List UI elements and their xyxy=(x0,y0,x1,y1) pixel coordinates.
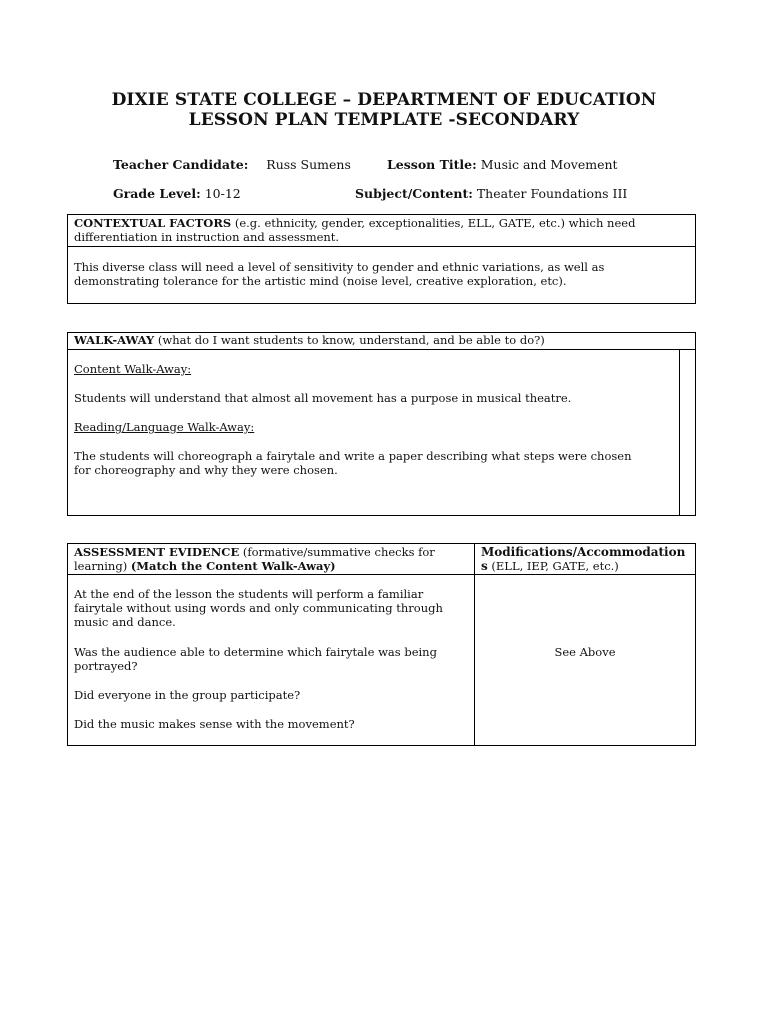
content-walkaway-label xyxy=(74,362,674,376)
subject-content-row xyxy=(355,186,627,201)
walkaway-box xyxy=(67,332,696,516)
assessment-item: Did the music makes sense with the movement? xyxy=(74,717,355,731)
grade-level-label: Grade Level: xyxy=(113,186,201,201)
modifications-heading xyxy=(481,545,691,573)
assessment-heading-bold: ASSESSMENT EVIDENCE xyxy=(74,545,240,559)
teacher-candidate-label: Teacher Candidate: xyxy=(113,157,249,172)
teacher-candidate-row xyxy=(113,157,351,172)
grade-level-row xyxy=(113,186,241,201)
assessment-heading xyxy=(74,545,466,573)
assessment-item: Was the audience able to determine which fairytale was being portrayed? xyxy=(74,645,437,673)
reading-walkaway-label-text: Reading/Language Walk-Away: xyxy=(74,420,255,434)
content-walkaway-label-text: Content Walk-Away: xyxy=(74,362,192,376)
modifications-text: See Above xyxy=(554,645,616,659)
content-walkaway-text: Students will understand that almost all movement has a purpose in musical theatre. xyxy=(74,391,572,405)
document-title: DIXIE STATE COLLEGE – DEPARTMENT OF EDUCATION xyxy=(111,90,657,110)
assessment-box xyxy=(67,543,696,746)
assessment-item: At the end of the lesson the students will perform a familiar fairytale without using words and only communicating through music and dance. xyxy=(74,587,443,629)
lesson-title-value: Music and Movement xyxy=(480,157,618,172)
modifications-heading-bold: Modifications/Accommodations xyxy=(481,545,686,573)
lesson-title-row xyxy=(387,157,618,172)
divider xyxy=(68,574,695,575)
grade-level-value: 10-12 xyxy=(204,186,241,201)
document-subtitle: LESSON PLAN TEMPLATE -SECONDARY xyxy=(188,110,580,130)
subject-content-label: Subject/Content: xyxy=(355,186,473,201)
contextual-factors-heading xyxy=(74,216,684,244)
reading-walkaway-label xyxy=(74,420,674,434)
modifications-heading-rest: (ELL, IEP, GATE, etc.) xyxy=(487,559,619,573)
column-divider xyxy=(679,349,680,515)
contextual-factors-body: This diverse class will need a level of sensitivity to gender and ethnic variations, as well as demonstrating tolerance for the artistic mind (noise level, creative exploration, etc). xyxy=(74,260,605,288)
subject-content-value: Theater Foundations III xyxy=(476,186,628,201)
divider xyxy=(68,349,695,350)
contextual-factors-heading-bold: CONTEXTUAL FACTORS xyxy=(74,216,232,230)
reading-walkaway-text: The students will choreograph a fairytale and write a paper describing what steps were chosen for choreography and why they were chosen. xyxy=(74,449,632,477)
walkaway-heading-bold: WALK-AWAY xyxy=(74,333,155,347)
lesson-title-label: Lesson Title: xyxy=(387,157,477,172)
contextual-factors-heading-rest: (e.g. ethnicity, gender, exceptionalities, ELL, GATE, etc.) which need differentiation in instruction and assessment. xyxy=(74,216,636,244)
walkaway-heading-rest: (what do I want students to know, understand, and be able to do?) xyxy=(154,333,545,347)
assessment-item: Did everyone in the group participate? xyxy=(74,688,301,702)
divider xyxy=(68,246,695,247)
assessment-heading-rest: (formative/summative checks for learning) xyxy=(74,545,435,573)
teacher-candidate-value: Russ Sumens xyxy=(266,157,351,172)
contextual-factors-box xyxy=(67,214,696,304)
walkaway-heading xyxy=(74,333,684,347)
assessment-heading-bold2: (Match the Content Walk-Away) xyxy=(130,559,336,573)
